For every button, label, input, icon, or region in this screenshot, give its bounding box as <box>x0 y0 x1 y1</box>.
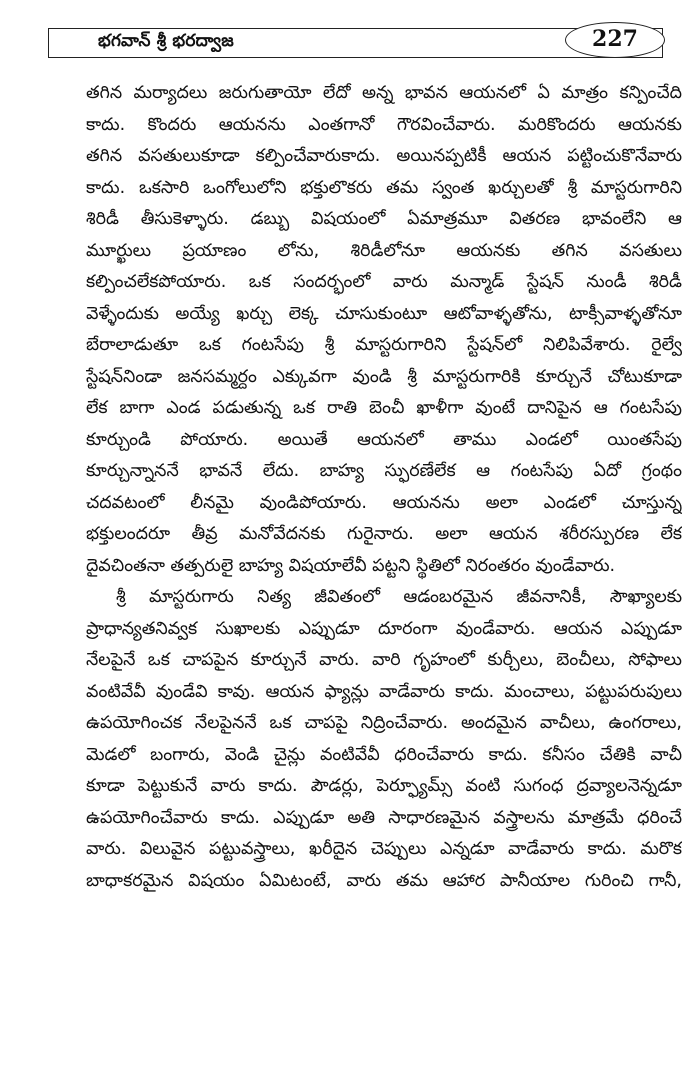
text-line: భక్తులందరూ తీవ్ర మనోవేదనకు గురైనారు. అలా ఆయన శరీరస్పురణ లేక <box>86 524 682 544</box>
text-line: కూర్చున్నాననే భావనే లేదు. బాహ్య స్ఫురణేలేక ఆ గంటసేపు ఏదో గ్రంథం <box>86 461 682 481</box>
text-line: వెళ్ళేందుకు అయ్యే ఖర్చు లెక్క చూసుకుంటూ ఆటోవాళ్ళతోను, టాక్సీవాళ్ళతోనూ <box>86 303 682 324</box>
text-line: లేక బాగా ఎండ పడుతున్న ఒక రాతి బెంచీ ఖాళీగా వుంటే దానిపైన ఆ గంటసేపు <box>86 398 682 418</box>
text-line: బాధాకరమైన విషయం ఏమిటంటే, వారు తమ ఆహార పానీయాల గురించి గానీ, <box>86 870 682 891</box>
text-line: వంటివేవీ వుండేవి కావు. ఆయన ఫ్యాన్లు వాడేవారు కాదు. మంచాలు, పట్టుపరుపులు <box>86 681 682 702</box>
text-line: కూర్చుండి పోయారు. అయితే ఆయనలో తాము ఎండలో యింతసేపు <box>86 429 682 450</box>
text-line: స్టేషన్‌నిండా జనసమ్మర్దం ఎక్కువగా వుండి శ్రీ మాస్టరుగారికి కూర్చునే చోటుకూడా <box>86 366 682 387</box>
page-header <box>48 28 661 62</box>
text-line: శిరిడీ తీసుకెళ్ళారు. డబ్బు విషయంలో ఏమాత్రమూ వితరణ భావంలేని ఆ <box>86 209 682 229</box>
text-line: బేరాలాడుతూ ఒక గంటసేపు శ్రీ మాస్టరుగారిని స్టేషన్‌లో నిలిపివేశారు. రైల్వే <box>86 335 682 355</box>
text-line: కూడా పెట్టుకునే వారు కాదు. పౌడర్లు, పెర్ఫ్యూమ్స్ వంటి సుగంధ ద్రవ్యాలనెన్నడూ <box>86 776 682 796</box>
text-line: ఉపయోగించేవారు కాదు. ఎప్పుడూ అతి సాధారణమైన వస్త్రాలను మాత్రమే ధరించే <box>86 807 682 828</box>
page-number-oval <box>565 22 665 58</box>
text-line: చదవటంలో లీనమై వుండిపోయారు. ఆయనను అలా ఎండలో చూస్తున్న <box>86 492 682 513</box>
text-line: కల్పించలేకపోయారు. ఒక సందర్భంలో వారు మన్మాడ్ స్టేషన్ నుండీ శిరిడీ <box>86 272 682 292</box>
text-line: తగిన వసతులుకూడా కల్పించేవారుకాదు. అయినప్పటికీ ఆయన పట్టించుకొనేవారు <box>86 146 682 166</box>
text-line: ప్రాధాన్యతనివ్వక సుఖాలకు ఎప్పుడూ దూరంగా వుండేవారు. ఆయన ఎప్పుడూ <box>86 618 682 639</box>
paragraph-1 <box>86 78 682 582</box>
text-line: ఉపయోగించక నేలపైననే ఒక చాపపై నిద్రించేవారు. అందమైన వాచీలు, ఉంగరాలు, <box>86 713 682 733</box>
body-text <box>86 78 682 897</box>
text-line: మూర్ఖులు ప్రయాణం లోను, శిరిడీలోనూ ఆయనకు తగిన వసతులు <box>86 240 682 261</box>
paragraph-2 <box>86 582 682 897</box>
text-line: కాదు. ఒకసారి ఒంగోలులోని భక్తులొకరు తమ స్వంత ఖర్చులతో శ్రీ మాస్టరుగారిని <box>86 177 682 198</box>
text-line: శ్రీ మాస్టరుగారు నిత్య జీవితంలో ఆడంబరమైన జీవనానికీ, సౌఖ్యాలకు <box>116 587 682 607</box>
page-number: 227 <box>592 26 638 52</box>
text-line: తగిన మర్యాదలు జరుగుతాయో లేదో అన్న భావన ఆయనలో ఏ మాత్రం కన్పించేది <box>86 83 682 103</box>
text-line: కాదు. కొందరు ఆయనను ఎంతగానో గౌరవించేవారు. మరికొందరు ఆయనకు <box>86 114 682 135</box>
text-line: దైవచింతనా తత్పరులై బాహ్య విషయాలేవీ పట్టని స్థితిలో నిరంతరం వుండేవారు. <box>86 555 616 576</box>
text-line: వారు. విలువైన పట్టువస్త్రాలు, ఖరీదైన చెప్పులు ఎన్నడూ వాడేవారు కాదు. మరొక <box>86 839 682 859</box>
text-line: నేలపైనే ఒక చాపపైన కూర్చునే వారు. వారి గృహంలో కుర్చీలు, బెంచీలు, సోఫాలు <box>86 650 682 670</box>
text-line: మెడలో బంగారు, వెండి చైన్లు వంటివేవీ ధరించేవారు కాదు. కనీసం చేతికి వాచీ <box>86 744 682 765</box>
book-title: భగవాన్ శ్రీ భరద్వాజ <box>98 31 234 51</box>
